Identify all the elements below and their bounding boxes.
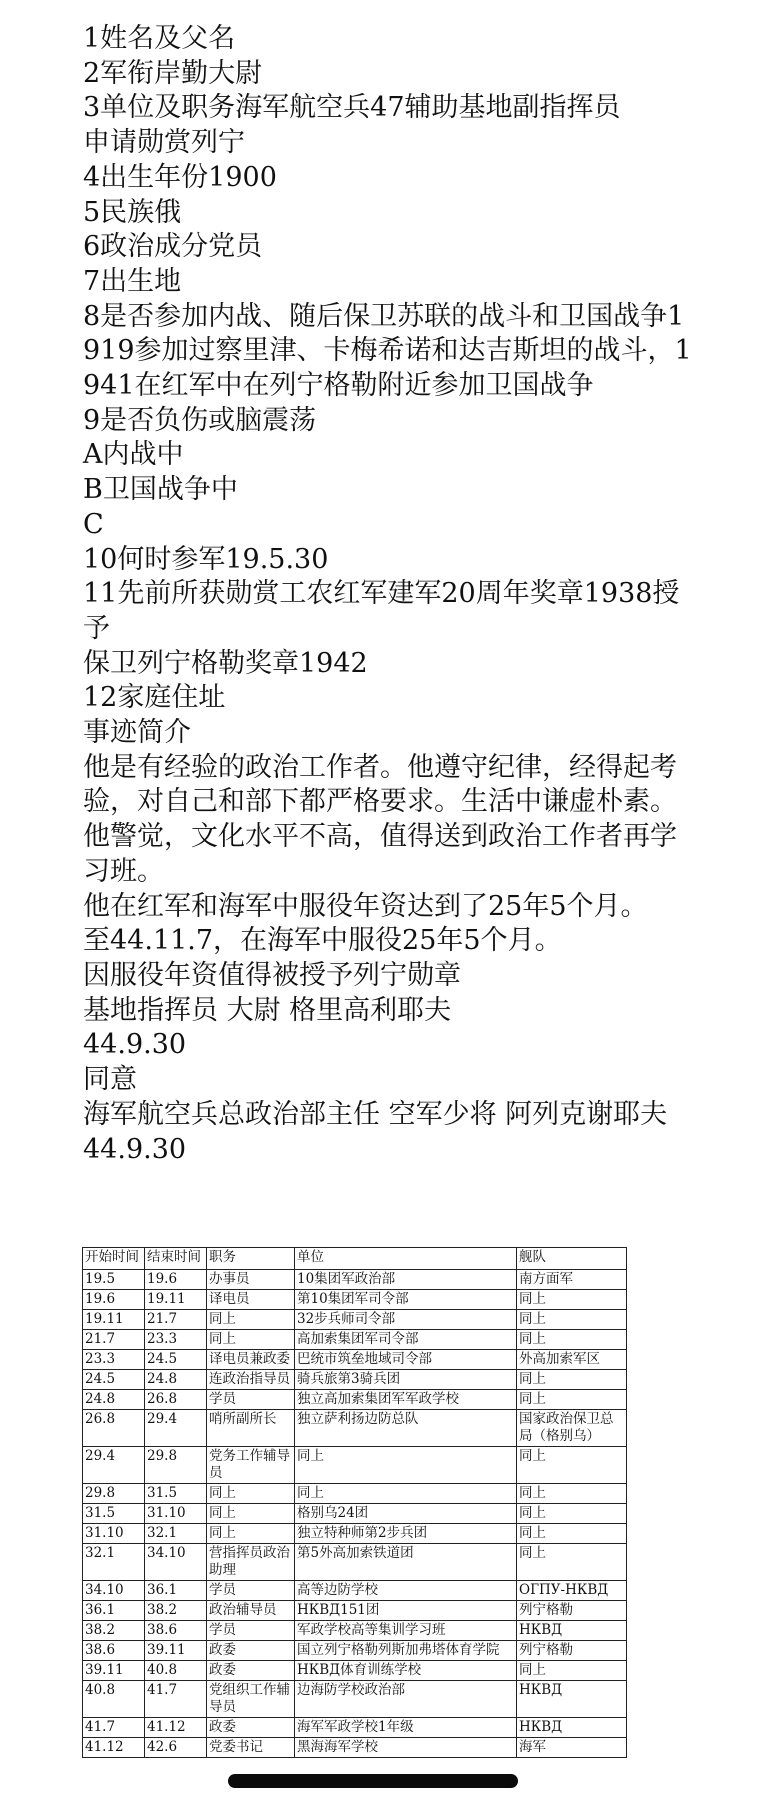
table-cell: ОГПУ-НКВД	[517, 1581, 627, 1601]
table-cell: 同上	[517, 1447, 627, 1484]
table-row	[83, 1350, 627, 1370]
table-row	[83, 1661, 627, 1681]
table-cell: 同上	[517, 1390, 627, 1410]
table-cell: 巴统市筑垒地域司令部	[295, 1350, 517, 1370]
table-cell: 第5外高加索铁道团	[295, 1544, 517, 1581]
service-record-table	[82, 1247, 627, 1758]
text-line: 8是否参加内战、随后保卫苏联的战斗和卫国战争1919参加过察里津、卡梅希诺和达吉斯坦的战斗，1941在红军中在列宁格勒附近参加卫国战争	[83, 300, 692, 402]
table-cell: 独立萨利扬边防总队	[295, 1410, 517, 1447]
text-line: 12家庭住址	[83, 682, 226, 714]
table-cell: 高加索集团军司令部	[295, 1330, 517, 1350]
table-cell: 同上	[207, 1484, 295, 1504]
table-cell: 军政学校高等集训学习班	[295, 1621, 517, 1641]
table-cell: 31.5	[145, 1484, 207, 1504]
table-cell: 36.1	[145, 1581, 207, 1601]
table-cell: 连政治指导员	[207, 1370, 295, 1390]
redaction-bar	[228, 1774, 518, 1788]
table-row	[83, 1504, 627, 1524]
table-cell: 海军军政学校1年级	[295, 1718, 517, 1738]
table-cell: 24.5	[83, 1370, 145, 1390]
table-row	[83, 1310, 627, 1330]
table-cell: 38.2	[83, 1621, 145, 1641]
service-record-table-wrapper	[82, 1247, 626, 1758]
table-cell: 19.11	[83, 1310, 145, 1330]
table-cell: 26.8	[83, 1410, 145, 1447]
text-line: 至44.11.7，在海军中服役25年5个月。	[83, 925, 562, 957]
table-cell: 同上	[295, 1447, 517, 1484]
table-cell: 19.11	[145, 1290, 207, 1310]
table-cell: 同上	[207, 1504, 295, 1524]
table-cell: 办事员	[207, 1270, 295, 1290]
table-cell: 41.7	[145, 1681, 207, 1718]
table-cell: 同上	[207, 1330, 295, 1350]
table-cell: 23.3	[145, 1330, 207, 1350]
text-line: A内战中	[83, 439, 184, 471]
table-cell: 政委	[207, 1661, 295, 1681]
table-cell: 骑兵旅第3骑兵团	[295, 1370, 517, 1390]
table-cell: 39.11	[145, 1641, 207, 1661]
table-cell: 26.8	[145, 1390, 207, 1410]
table-cell: 政委	[207, 1718, 295, 1738]
table-cell: 海军	[517, 1738, 627, 1758]
table-row	[83, 1738, 627, 1758]
table-header-row	[83, 1248, 627, 1270]
table-cell: НКВД	[517, 1681, 627, 1718]
table-cell: 南方面军	[517, 1270, 627, 1290]
text-line: 因服役年资值得被授予列宁勋章	[83, 959, 461, 991]
table-cell: 34.10	[83, 1581, 145, 1601]
table-row	[83, 1370, 627, 1390]
table-cell: 31.5	[83, 1504, 145, 1524]
table-cell: 24.8	[145, 1370, 207, 1390]
table-row	[83, 1544, 627, 1581]
text-line: 事迹简介	[83, 717, 191, 749]
table-cell: 学员	[207, 1581, 295, 1601]
table-cell: 39.11	[83, 1661, 145, 1681]
table-row	[83, 1581, 627, 1601]
text-line: C	[83, 508, 104, 540]
text-line: 3单位及职务海军航空兵47辅助基地副指挥员	[83, 92, 621, 124]
text-line: B卫国战争中	[83, 474, 238, 506]
table-cell: 哨所副所长	[207, 1410, 295, 1447]
text-line: 同意	[83, 1064, 137, 1096]
table-cell: 38.2	[145, 1601, 207, 1621]
table-cell: НКВД151团	[295, 1601, 517, 1621]
table-cell: 同上	[517, 1290, 627, 1310]
table-cell: 19.6	[83, 1290, 145, 1310]
table-row	[83, 1524, 627, 1544]
table-cell: 营指挥员政治助理	[207, 1544, 295, 1581]
table-cell: 19.6	[145, 1270, 207, 1290]
table-cell: 10集团军政治部	[295, 1270, 517, 1290]
table-cell: 学员	[207, 1390, 295, 1410]
table-cell: 同上	[517, 1310, 627, 1330]
table-cell: 列宁格勒	[517, 1641, 627, 1661]
table-cell: 同上	[517, 1330, 627, 1350]
table-cell: 同上	[207, 1524, 295, 1544]
table-cell: 34.10	[145, 1544, 207, 1581]
table-cell: 译电员兼政委	[207, 1350, 295, 1370]
table-cell: 学员	[207, 1621, 295, 1641]
table-cell: 边海防学校政治部	[295, 1681, 517, 1718]
table-cell: 高等边防学校	[295, 1581, 517, 1601]
column-header: 舰队	[517, 1248, 627, 1270]
table-row	[83, 1601, 627, 1621]
table-cell: 31.10	[145, 1504, 207, 1524]
table-row	[83, 1390, 627, 1410]
table-cell: 41.12	[145, 1718, 207, 1738]
text-line: 6政治成分党员	[83, 231, 263, 263]
table-row	[83, 1447, 627, 1484]
table-row	[83, 1718, 627, 1738]
table-cell: 24.8	[83, 1390, 145, 1410]
table-cell: 21.7	[145, 1310, 207, 1330]
table-cell: 同上	[517, 1504, 627, 1524]
table-row	[83, 1641, 627, 1661]
table-cell: 同上	[207, 1310, 295, 1330]
table-cell: 政委	[207, 1641, 295, 1661]
table-cell: НКВД体育训练学校	[295, 1661, 517, 1681]
table-cell: 同上	[517, 1544, 627, 1581]
table-cell: 独立特种师第2步兵团	[295, 1524, 517, 1544]
table-cell: 29.4	[145, 1410, 207, 1447]
table-cell: 29.4	[83, 1447, 145, 1484]
document-text	[83, 22, 698, 1167]
text-line: 保卫列宁格勒奖章1942	[83, 647, 368, 679]
text-line: 11先前所获勋赏工农红军建军20周年奖章1938授予	[83, 578, 680, 644]
column-header: 职务	[207, 1248, 295, 1270]
table-row	[83, 1290, 627, 1310]
table-body	[83, 1270, 627, 1758]
text-line: 4出生年份1900	[83, 161, 277, 193]
table-cell: 同上	[517, 1661, 627, 1681]
table-cell: 38.6	[145, 1621, 207, 1641]
text-line: 44.9.30	[83, 1133, 187, 1165]
table-cell: 32步兵师司令部	[295, 1310, 517, 1330]
text-line: 2军衔岸勤大尉	[83, 57, 263, 89]
table-cell: 40.8	[83, 1681, 145, 1718]
text-line: 申请勋赏列宁	[83, 127, 245, 159]
table-cell: 同上	[517, 1370, 627, 1390]
text-line: 基地指挥员 大尉 格里高利耶夫	[83, 994, 452, 1026]
table-row	[83, 1270, 627, 1290]
text-line: 7出生地	[83, 265, 182, 297]
table-cell: НКВД	[517, 1718, 627, 1738]
table-cell: 32.1	[145, 1524, 207, 1544]
table-row	[83, 1621, 627, 1641]
table-cell: 36.1	[83, 1601, 145, 1621]
table-cell: НКВД	[517, 1621, 627, 1641]
table-cell: 同上	[517, 1524, 627, 1544]
table-cell: 32.1	[83, 1544, 145, 1581]
text-line: 他是有经验的政治工作者。他遵守纪律，经得起考验，对自己和部下都严格要求。生活中谦虚朴素。他警觉，文化水平不高，值得送到政治工作者再学习班。	[83, 751, 677, 887]
table-cell: 格别乌24团	[295, 1504, 517, 1524]
text-line: 1姓名及父名	[83, 23, 236, 54]
table-row	[83, 1330, 627, 1350]
table-cell: 国立列宁格勒列斯加弗塔体育学院	[295, 1641, 517, 1661]
text-line: 9是否负伤或脑震荡	[83, 404, 317, 436]
text-line: 5民族俄	[83, 196, 182, 228]
table-cell: 同上	[295, 1484, 517, 1504]
table-cell: 国家政治保卫总局（格别乌）	[517, 1410, 627, 1447]
table-cell: 黑海海军学校	[295, 1738, 517, 1758]
text-line: 44.9.30	[83, 1029, 187, 1061]
table-cell: 外高加索军区	[517, 1350, 627, 1370]
table-cell: 党组织工作辅导员	[207, 1681, 295, 1718]
column-header: 结束时间	[145, 1248, 207, 1270]
table-cell: 38.6	[83, 1641, 145, 1661]
table-cell: 24.5	[145, 1350, 207, 1370]
table-cell: 第10集团军司令部	[295, 1290, 517, 1310]
text-line: 他在红军和海军中服役年资达到了25年5个月。	[83, 890, 648, 922]
table-cell: 21.7	[83, 1330, 145, 1350]
table-row	[83, 1410, 627, 1447]
column-header: 单位	[295, 1248, 517, 1270]
table-cell: 41.12	[83, 1738, 145, 1758]
table-cell: 42.6	[145, 1738, 207, 1758]
table-cell: 31.10	[83, 1524, 145, 1544]
table-cell: 19.5	[83, 1270, 145, 1290]
table-row	[83, 1484, 627, 1504]
table-cell: 29.8	[83, 1484, 145, 1504]
table-row	[83, 1681, 627, 1718]
table-cell: 列宁格勒	[517, 1601, 627, 1621]
table-cell: 独立高加索集团军军政学校	[295, 1390, 517, 1410]
table-cell: 译电员	[207, 1290, 295, 1310]
column-header: 开始时间	[83, 1248, 145, 1270]
table-cell: 同上	[517, 1484, 627, 1504]
table-cell: 23.3	[83, 1350, 145, 1370]
text-line: 海军航空兵总政治部主任 空军少将 阿列克谢耶夫	[83, 1098, 668, 1130]
table-cell: 政治辅导员	[207, 1601, 295, 1621]
table-cell: 40.8	[145, 1661, 207, 1681]
table-cell: 党委书记	[207, 1738, 295, 1758]
text-line: 10何时参军19.5.30	[83, 543, 329, 575]
table-cell: 党务工作辅导员	[207, 1447, 295, 1484]
table-cell: 29.8	[145, 1447, 207, 1484]
table-cell: 41.7	[83, 1718, 145, 1738]
